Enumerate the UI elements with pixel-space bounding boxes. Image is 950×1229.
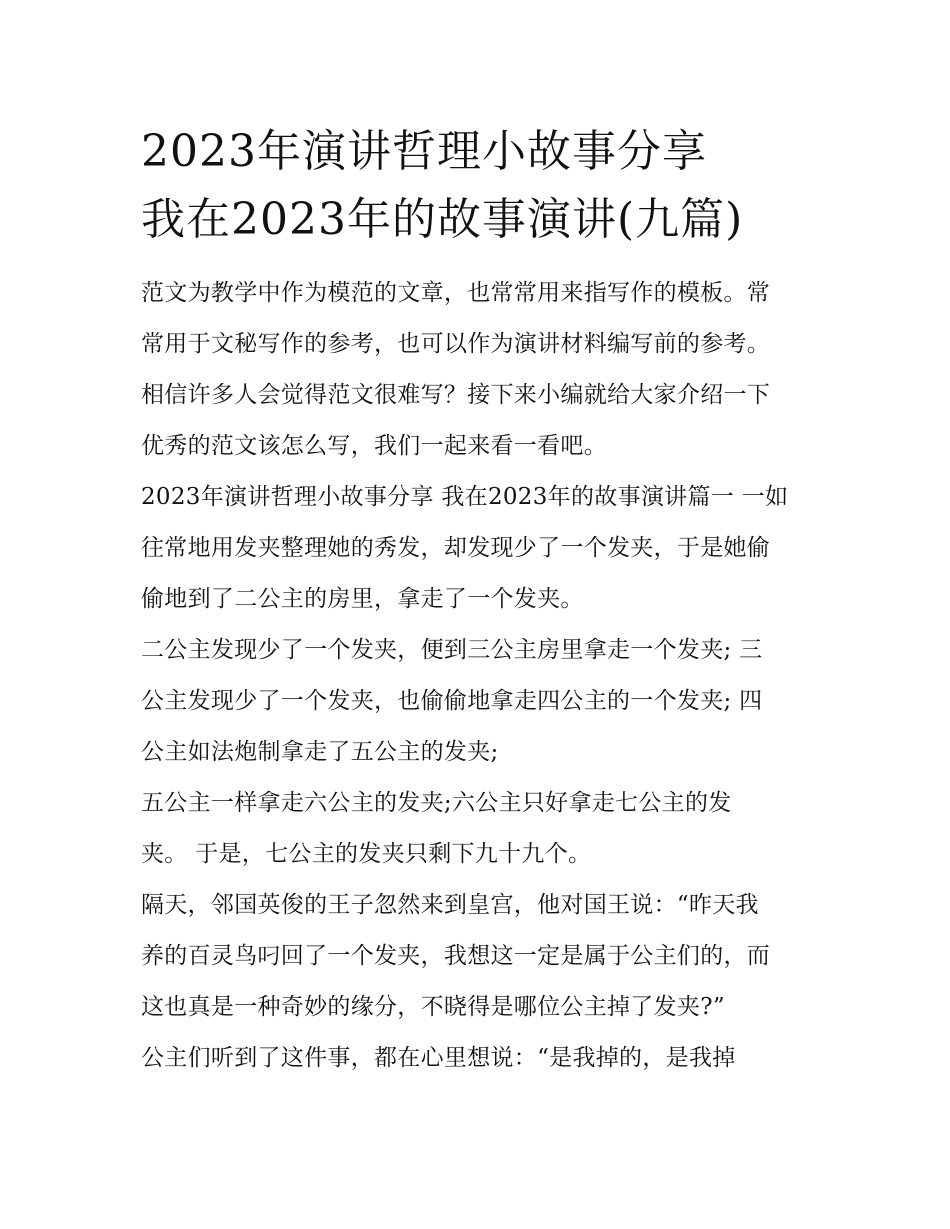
title-line-1: 2023年演讲哲理小故事分享 bbox=[141, 126, 707, 177]
text-line: 往常地用发夹整理她的秀发，却发现少了一个发夹，于是她偷 bbox=[141, 535, 771, 561]
text-line: 夹。 于是，七公主的发夹只剩下九十九个。 bbox=[141, 841, 592, 867]
document-body bbox=[141, 268, 813, 1084]
text-line: 二公主发现少了一个发夹，便到三公主房里拿走一个发夹; 三 bbox=[141, 637, 763, 663]
text-line: 公主如法炮制拿走了五公主的发夹; bbox=[141, 739, 499, 765]
text-line: 公主发现少了一个发夹，也偷偷地拿走四公主的一个发夹; 四 bbox=[141, 688, 763, 714]
text-line: 范文为教学中作为模范的文章，也常常用来指写作的模板。常 bbox=[141, 280, 771, 306]
paragraph-intro bbox=[141, 268, 813, 472]
text-line: 偷地到了二公主的房里，拿走了一个发夹。 bbox=[141, 586, 584, 612]
paragraph-princesses-think bbox=[141, 1033, 813, 1084]
text-line: 2023年演讲哲理小故事分享 我在2023年的故事演讲篇一 一如 bbox=[141, 484, 789, 510]
text-line: 这也真是一种奇妙的缘分，不晓得是哪位公主掉了发夹?” bbox=[141, 994, 725, 1020]
text-line: 相信许多人会觉得范文很难写？接下来小编就给大家介绍一下 bbox=[141, 382, 771, 408]
paragraph-story-opening bbox=[141, 472, 813, 625]
text-line: 常用于文秘写作的参考，也可以作为演讲材料编写前的参考。 bbox=[141, 331, 771, 357]
text-line: 公主们听到了这件事，都在心里想说：“是我掉的，是我掉 bbox=[141, 1045, 736, 1071]
paragraph-second-princess bbox=[141, 625, 813, 778]
text-line: 隔天，邻国英俊的王子忽然来到皇宫，他对国王说：“昨天我 bbox=[141, 892, 759, 918]
title-line-2: 我在2023年的故事演讲(九篇) bbox=[141, 194, 744, 245]
text-line: 养的百灵鸟叼回了一个发夹，我想这一定是属于公主们的，而 bbox=[141, 943, 771, 969]
document-title bbox=[141, 118, 813, 254]
paragraph-prince-visit bbox=[141, 880, 813, 1033]
paragraph-fifth-princess bbox=[141, 778, 813, 880]
text-line: 五公主一样拿走六公主的发夹;六公主只好拿走七公主的发 bbox=[141, 790, 732, 816]
document-page bbox=[141, 118, 813, 1084]
text-line: 优秀的范文该怎么写，我们一起来看一看吧。 bbox=[141, 433, 607, 459]
